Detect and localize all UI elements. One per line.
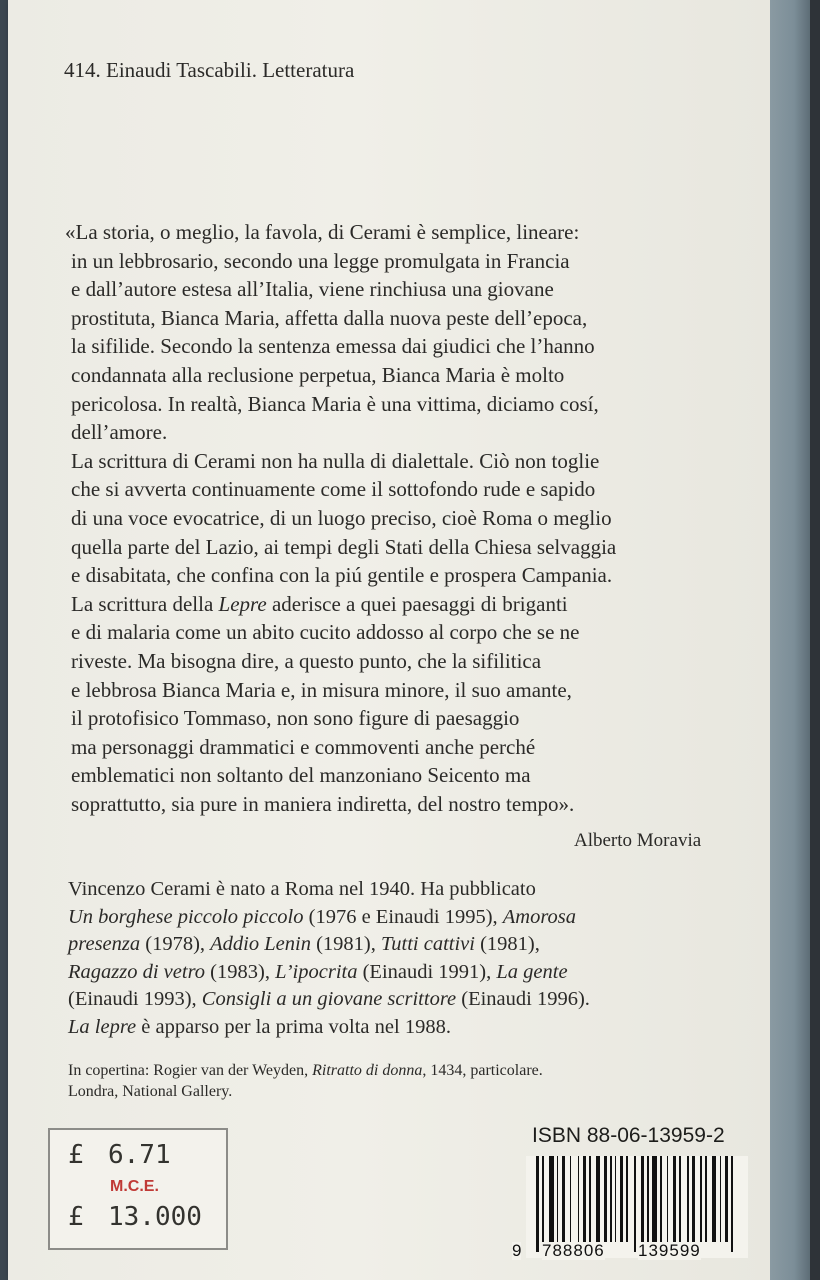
barcode-bar [700, 1156, 702, 1242]
barcode-bar [692, 1156, 695, 1242]
text-segment: in un lebbrosario, secondo una legge promulgata in Francia [71, 248, 570, 273]
store-label: M.C.E. [110, 1178, 159, 1195]
italic-title: La gente [496, 960, 568, 983]
quote-line [65, 676, 745, 705]
barcode-bar [578, 1156, 580, 1242]
barcode-bar [626, 1156, 628, 1242]
barcode-bar [589, 1156, 591, 1242]
bio-line [68, 959, 748, 987]
barcode-bar [583, 1156, 586, 1242]
barcode-bar [687, 1156, 689, 1242]
barcode-bar [641, 1156, 644, 1252]
cover-credit [68, 1060, 543, 1102]
text-segment: (Einaudi 1991), [357, 960, 497, 983]
text-segment: dell’amore. [71, 420, 168, 445]
text-segment: (Einaudi 1993), [68, 988, 202, 1010]
text-segment: , 1434, particolare. [422, 1062, 543, 1079]
review-quote [65, 218, 745, 818]
barcode-bar [536, 1156, 539, 1252]
barcode-bar [673, 1156, 676, 1242]
text-segment: quella parte del Lazio, ai tempi degli Stati della Chiesa selvaggia [71, 534, 617, 559]
italic-title: Ritratto di donna [312, 1062, 423, 1079]
quote-line [65, 561, 745, 590]
quote-line [65, 418, 745, 447]
text-segment: è apparso per la prima volta nel 1988. [136, 1015, 451, 1038]
text-segment: e lebbrosa Bianca Maria e, in misura minore, il suo amante, [71, 677, 572, 702]
barcode-bar [720, 1156, 722, 1242]
text-segment: e di malaria come un abito cucito addosso al corpo che se ne [71, 620, 580, 645]
quote-line [65, 361, 745, 390]
barcode-bar [562, 1156, 565, 1242]
quote-line [65, 504, 745, 533]
bio-line [68, 931, 748, 959]
text-segment: La scrittura di Cerami non ha nulla di dialettale. Ciò non toglie [71, 448, 600, 473]
barcode-bar [660, 1156, 662, 1242]
barcode-bar [652, 1156, 657, 1242]
quote-line [65, 618, 745, 647]
price-value-1: 6.71 [108, 1140, 171, 1170]
italic-title: Ragazzo di vetro [68, 960, 206, 983]
text-segment: di una voce evocatrice, di un luogo preciso, cioè Roma o meglio [71, 505, 612, 530]
text-segment: che si avverta continuamente come il sottofondo rude e sapido [71, 477, 596, 502]
price-row-2 [68, 1202, 202, 1232]
credit-line [68, 1081, 543, 1102]
barcode-bar [570, 1156, 572, 1242]
isbn-label: ISBN 88-06-13959-2 [532, 1124, 725, 1147]
italic-title: La lepre [68, 1015, 137, 1038]
italic-title: Un borghese piccolo piccolo [68, 905, 304, 928]
barcode-bar [542, 1156, 544, 1252]
text-segment: In copertina: Rogier van der Weyden, [68, 1062, 313, 1079]
barcode-bar [610, 1156, 612, 1242]
text-segment: (1983), [205, 960, 276, 983]
text-segment: prostituta, Bianca Maria, affetta dalla nuova peste dell’epoca, [71, 305, 588, 330]
barcode-bar [549, 1156, 554, 1242]
quote-line [65, 247, 745, 276]
text-segment: (1978), [140, 933, 211, 955]
italic-title: presenza [68, 933, 141, 955]
barcode-bar [679, 1156, 681, 1242]
text-segment: Londra, National Gallery. [68, 1083, 233, 1100]
text-segment: Vincenzo Cerami è nato a Roma nel 1940. Ha pubblicato [68, 878, 536, 900]
bio-line [68, 876, 748, 904]
text-segment: riveste. Ma bisogna dire, a questo punto, che la sifilitica [71, 648, 542, 673]
back-cover [8, 0, 770, 1280]
barcode-bars [536, 1156, 742, 1242]
barcode-digits-left: 788806 [542, 1241, 605, 1260]
text-segment: (Einaudi 1996). [456, 988, 590, 1010]
bio-line [68, 904, 748, 932]
credit-line [68, 1060, 543, 1081]
quote-line [65, 733, 745, 762]
book-spine [770, 0, 810, 1280]
barcode-bar [712, 1156, 717, 1242]
barcode-bar [634, 1156, 636, 1252]
price-row-1 [68, 1140, 171, 1170]
italic-title: Tutti cattivi [380, 933, 475, 955]
background-edge [810, 0, 820, 1280]
text-segment: soprattutto, sia pure in maniera indiretta, del nostro tempo». [71, 791, 575, 816]
barcode-bar [731, 1156, 733, 1252]
text-segment: (1981), [310, 933, 381, 955]
text-segment: condannata alla reclusione perpetua, Bianca Maria è molto [71, 362, 565, 387]
quote-line [65, 475, 745, 504]
text-segment: e disabitata, che confina con la piú gentile e prospera Campania. [71, 563, 613, 588]
italic-title: L’ipocrita [275, 960, 358, 983]
author-bio [68, 876, 748, 1041]
quote-line [65, 390, 745, 419]
quote-line [65, 590, 745, 619]
barcode-bar [557, 1156, 559, 1242]
text-segment: (1976 e Einaudi 1995), [303, 905, 503, 928]
text-segment: la sifilide. Secondo la sentenza emessa dai giudici che l’hanno [71, 334, 595, 359]
barcode-bar [620, 1156, 623, 1242]
barcode-bar [647, 1156, 649, 1242]
barcode-bar [596, 1156, 601, 1242]
quote-line [65, 218, 745, 247]
barcode-bar [667, 1156, 669, 1242]
text-segment: ma personaggi drammatici e commoventi anche perché [71, 734, 536, 759]
text-segment: e dall’autore estesa all’Italia, viene rinchiusa una giovane [71, 277, 554, 302]
text-segment: emblematici non soltanto del manzoniano Seicento ma [71, 763, 531, 788]
italic-title: Amorosa [502, 905, 577, 928]
text-segment: La scrittura della [71, 591, 219, 616]
quote-line [65, 704, 745, 733]
price-sticker [48, 1128, 228, 1250]
quote-line [65, 533, 745, 562]
series-title: 414. Einaudi Tascabili. Letteratura [64, 58, 355, 82]
quote-line [65, 275, 745, 304]
barcode-digit-lead: 9 [512, 1241, 522, 1260]
quote-line [65, 332, 745, 361]
barcode-digits-right: 139599 [638, 1241, 701, 1260]
quote-line [65, 790, 745, 819]
barcode [512, 1156, 748, 1260]
text-segment: il protofisico Tommaso, non sono figure di paesaggio [71, 706, 520, 731]
bio-line [68, 986, 748, 1014]
barcode-bar [604, 1156, 607, 1242]
price-currency-1: £ [68, 1140, 84, 1170]
text-segment: aderisce a quei paesaggi di briganti [266, 591, 568, 616]
quote-line [65, 304, 745, 333]
barcode-bar [725, 1156, 728, 1242]
price-currency-2: £ [68, 1202, 84, 1232]
price-value-2: 13.000 [108, 1202, 202, 1232]
quote-attribution: Alberto Moravia [574, 830, 702, 851]
italic-title: Addio Lenin [210, 933, 311, 955]
bio-line [68, 1014, 748, 1042]
italic-title: Consigli a un giovane scrittore [201, 988, 457, 1010]
quote-line [65, 761, 745, 790]
text-segment: (1981), [474, 933, 540, 955]
text-segment: pericolosa. In realtà, Bianca Maria è una vittima, diciamo cosí, [71, 391, 599, 416]
quote-line [65, 647, 745, 676]
italic-title: Lepre [218, 591, 267, 616]
text-segment: «La storia, o meglio, la favola, di Cerami è semplice, lineare: [65, 220, 580, 244]
quote-line [65, 447, 745, 476]
barcode-bar [705, 1156, 707, 1242]
barcode-bar [615, 1156, 617, 1242]
